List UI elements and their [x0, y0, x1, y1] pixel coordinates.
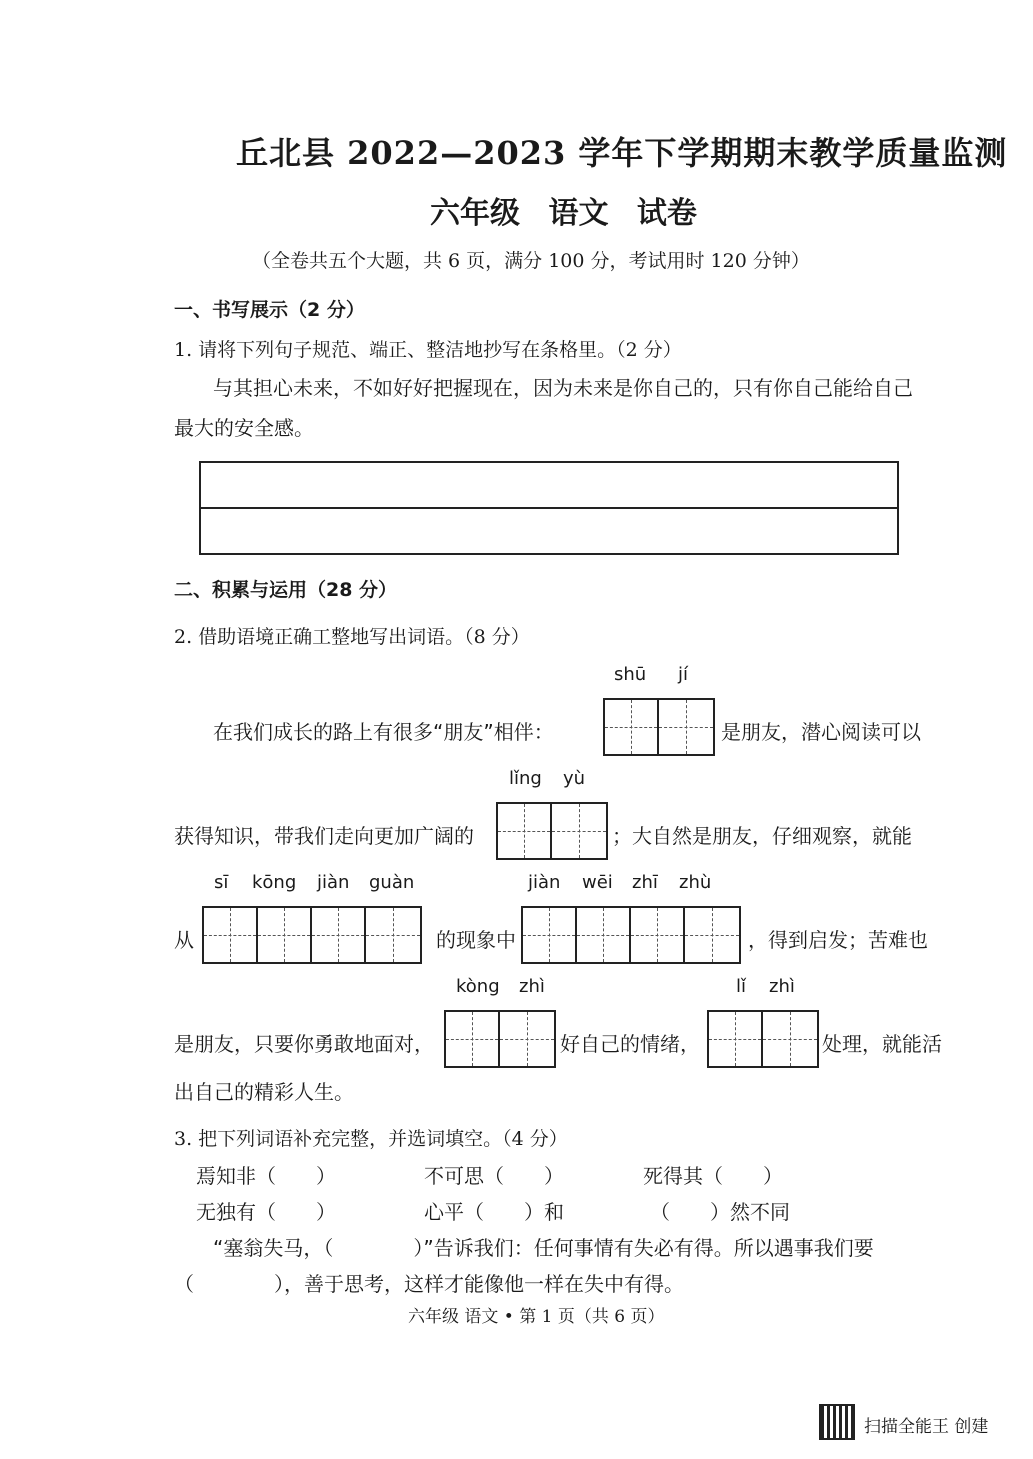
grid-cell[interactable] — [258, 908, 312, 962]
pinyin-jian-2: jiàn — [528, 872, 561, 893]
scanner-brand: 扫描全能王 创建 — [864, 1417, 989, 1437]
question-3: 3. 把下列词语补充完整，并选词填空。（4 分） — [174, 1128, 568, 1150]
para-line-4c: 处理，就能活 — [822, 1032, 942, 1056]
para-line-2a: 获得知识，带我们走向更加广阔的 — [174, 824, 474, 848]
answer-grid-sikongjianguan[interactable] — [202, 906, 422, 964]
section-2-heading: 二、积累与运用（28 分） — [174, 579, 398, 601]
para-line-3c: ，得到启发；苦难也 — [748, 928, 928, 952]
para-line-2b: ；大自然是朋友，仔细观察，就能 — [612, 824, 912, 848]
grid-cell[interactable] — [498, 804, 552, 858]
grid-cell[interactable] — [312, 908, 366, 962]
grid-cell[interactable] — [709, 1012, 763, 1066]
para-line-1b: 是朋友，潜心阅读可以 — [721, 720, 921, 744]
pinyin-guan: guàn — [369, 872, 415, 893]
pinyin-kong-2: kòng — [456, 976, 500, 997]
idiom-d[interactable]: 无独有（ ） — [196, 1200, 336, 1224]
grid-cell[interactable] — [577, 908, 631, 962]
q3-fill-line-2[interactable]: （ ），善于思考，这样才能像他一样在失中有得。 — [174, 1272, 684, 1296]
para-line-1a: 在我们成长的路上有很多“朋友”相伴： — [213, 720, 554, 744]
pinyin-zhu: zhù — [679, 872, 712, 893]
qr-code-icon — [819, 1404, 855, 1440]
grid-cell[interactable] — [500, 1012, 554, 1066]
grid-cell[interactable] — [685, 908, 739, 962]
q3-fill-line-1[interactable]: “塞翁失马，（ ）”告诉我们：任何事情有失必有得。所以遇事我们要 — [213, 1236, 874, 1260]
pinyin-kong: kōng — [252, 872, 297, 893]
idiom-a[interactable]: 焉知非（ ） — [196, 1164, 336, 1188]
grid-cell[interactable] — [552, 804, 606, 858]
para-line-3b: 的现象中 — [436, 928, 516, 952]
pinyin-zhi: zhī — [632, 872, 658, 893]
pinyin-ling: lǐng — [509, 768, 542, 789]
para-line-5: 出自己的精彩人生。 — [174, 1080, 354, 1104]
pinyin-zhi-2: zhì — [519, 976, 545, 997]
grid-cell[interactable] — [204, 908, 258, 962]
question-1: 1. 请将下列句子规范、端正、整洁地抄写在条格里。（2 分） — [174, 339, 682, 361]
copy-writing-divider — [199, 507, 899, 509]
grid-cell[interactable] — [763, 1012, 817, 1066]
idiom-b[interactable]: 不可思（ ） — [424, 1164, 564, 1188]
exam-title: 丘北县 2022—2023 学年下学期期末教学质量监测 — [236, 134, 1008, 172]
grid-cell[interactable] — [523, 908, 577, 962]
pinyin-wei: wēi — [582, 872, 613, 893]
answer-grid-jianweizhizhu[interactable] — [521, 906, 741, 964]
pinyin-ji: jí — [678, 664, 689, 685]
idiom-f[interactable]: （ ）然不同 — [650, 1200, 790, 1224]
copy-sentence-line-2: 最大的安全感。 — [174, 416, 314, 440]
answer-grid-shuji[interactable] — [603, 698, 715, 756]
question-2: 2. 借助语境正确工整地写出词语。（8 分） — [174, 626, 530, 648]
pinyin-zhi-3: zhì — [769, 976, 795, 997]
pinyin-shu: shū — [614, 664, 647, 685]
page-footer: 六年级 语文 • 第 1 页（共 6 页） — [408, 1307, 665, 1327]
pinyin-si: sī — [214, 872, 229, 893]
exam-subtitle: 六年级 语文 试卷 — [430, 196, 697, 231]
grid-cell[interactable] — [366, 908, 420, 962]
pinyin-jian: jiàn — [317, 872, 350, 893]
idiom-c[interactable]: 死得其（ ） — [643, 1164, 783, 1188]
answer-grid-kongzhi[interactable] — [444, 1010, 556, 1068]
pinyin-yu: yù — [563, 768, 586, 789]
answer-grid-lizhi[interactable] — [707, 1010, 819, 1068]
para-line-3a: 从 — [174, 928, 194, 952]
pinyin-li: lǐ — [736, 976, 747, 997]
section-1-heading: 一、书写展示（2 分） — [174, 299, 365, 321]
answer-grid-lingyu[interactable] — [496, 802, 608, 860]
grid-cell[interactable] — [605, 700, 659, 754]
grid-cell[interactable] — [446, 1012, 500, 1066]
exam-note: （全卷共五个大题，共 6 页，满分 100 分，考试用时 120 分钟） — [252, 250, 810, 272]
grid-cell[interactable] — [659, 700, 713, 754]
idiom-e[interactable]: 心平（ ）和 — [424, 1200, 564, 1224]
copy-sentence-line-1: 与其担心未来，不如好好把握现在，因为未来是你自己的，只有你自己能给自己 — [213, 376, 913, 400]
grid-cell[interactable] — [631, 908, 685, 962]
para-line-4b: 好自己的情绪， — [560, 1032, 700, 1056]
para-line-4a: 是朋友，只要你勇敢地面对， — [174, 1032, 434, 1056]
